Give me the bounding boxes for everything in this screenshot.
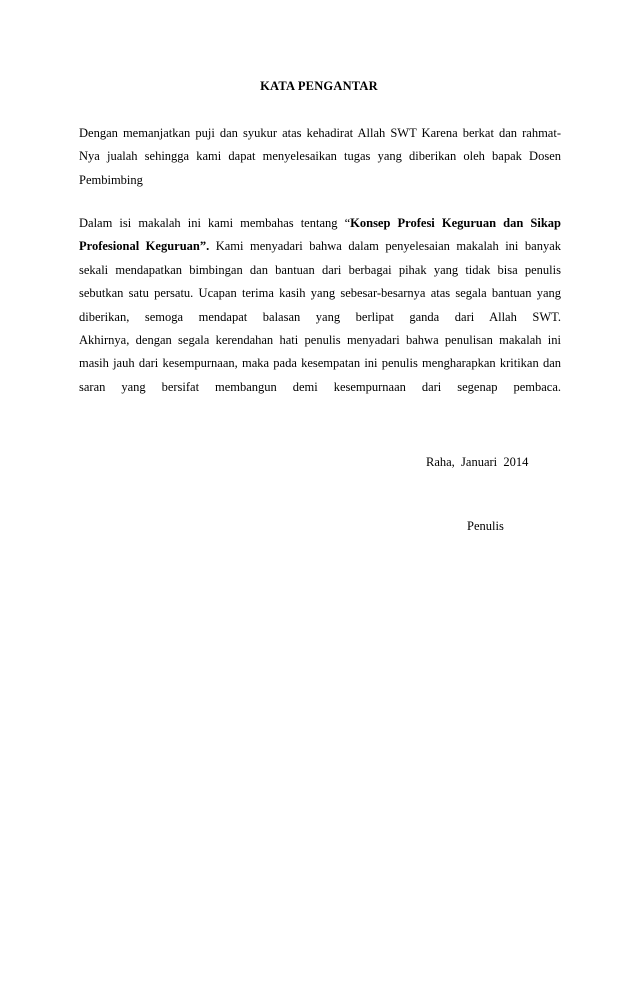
paragraph-intro — [79, 122, 561, 192]
paragraph-line: diberikan, semoga mendapat balasan yang berlipat ganda dari Allah SWT. — [79, 309, 561, 324]
paragraph-line — [79, 235, 561, 258]
paragraph-line: Akhirnya, dengan segala kerendahan hati penulis menyadari bahwa penulisan makalah ini — [79, 333, 561, 348]
paragraph-line: masih jauh dari kesempurnaan, maka pada kesempatan ini penulis mengharapkan kritikan dan — [79, 356, 561, 371]
paragraph-line: Dengan memanjatkan puji dan syukur atas kehadirat Allah SWT Karena berkat dan rahmat- — [79, 126, 561, 140]
paragraph-line: sebutkan satu persatu. Ucapan terima kasih yang sebesar-besarnya atas segala bantuan yang — [79, 286, 561, 301]
text-run: Dalam isi makalah ini kami membahas tentang “ — [79, 216, 351, 230]
paragraph-line: saran yang bersifat membangun demi kesempurnaan dari segenap pembaca. — [79, 379, 561, 394]
paragraph-line: Pembimbing — [79, 172, 143, 187]
place-date: Raha, Januari 2014 — [426, 455, 529, 469]
text-run: Kami menyadari bahwa dalam penyelesaian makalah ini banyak — [209, 239, 561, 254]
signature-label: Penulis — [467, 519, 504, 533]
paragraph-line — [79, 212, 561, 235]
bold-title-run: Profesional Keguruan”. — [79, 239, 210, 254]
paragraph-body — [79, 212, 561, 399]
page-title: KATA PENGANTAR — [260, 79, 378, 93]
paragraph-line: Nya jualah sehingga kami dapat menyelesaikan tugas yang diberikan oleh bapak Dosen — [79, 149, 561, 164]
bold-title-run: Konsep Profesi Keguruan dan Sikap — [350, 216, 561, 230]
paragraph-line: sekali mendapatkan bimbingan dan bantuan dari berbagai pihak yang tidak bisa penulis — [79, 262, 561, 277]
